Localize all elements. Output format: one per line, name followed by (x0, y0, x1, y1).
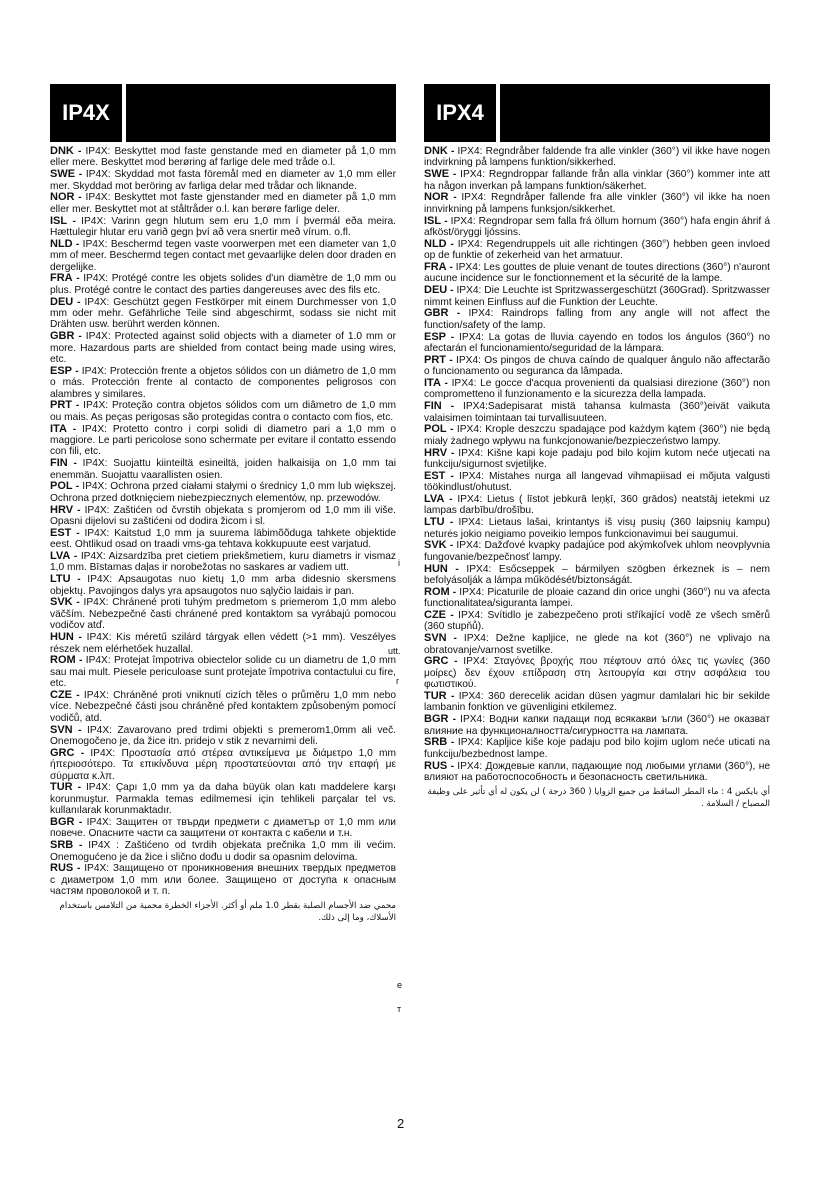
ip4x-header-bar (50, 84, 396, 142)
language-code: BGR (424, 713, 449, 726)
language-entry: ISL - IPX4: Regndropar sem falla frá öllum hornum (360°) hafa engin áhrif á afköst/öryggi ljóssins. (424, 214, 770, 239)
language-entry: EST - IPX4: Mistahes nurga all langevad vihmapiisad ei mõjuta valgusti töökindlust/ohutust. (424, 469, 770, 494)
language-entry: SWE - IPX4: Regndroppar fallande från alla vinklar (360°) kommer inte att ha någon inverkan på lampans funktion/säkerhet. (424, 168, 770, 192)
entry-text: IP4X: Защитен от твърди предмети с диаметър от 1,0 mm или повече. Опасните части са защитени от контакта с кабели и т.н. (50, 816, 396, 840)
entry-text: IP4X: Προστασία από στέρεα αντικείμενα με διάμετρο 1,0 mm ήπεριοσότερο. Τα επικίνδυνα μέρη προστατεύονται από την επαφή με σύρματα κ.λπ. (50, 747, 397, 782)
language-code: ESP (424, 330, 447, 343)
language-code: FIN (424, 400, 442, 413)
entry-text: IP4X: Apsaugotas nuo kietų 1,0 mm arba didesnio skersmens objektų. Pavojingos dalys yra apsaugotos nuo sąlyčio laidais ir pan. (50, 574, 396, 597)
entry-text: IP4X: Zaštićen od čvrstih objekata s promjerom od 1,0 mm ili više. Opasni dijelovi su zaštićeni od dodira žicom i sl. (50, 504, 396, 528)
language-entry: LVA - IP4X: Aizsardzība pret cietiem priekšmetiem, kuru diametrs ir vismaz 1,0 mm. Bīstamas daļas ir norobežotas no saskares ar vadiem utt. (50, 550, 396, 574)
entry-text: IP4X: Protección frente a objetos sólidos con un diámetro de 1,0 mm o más. Protección frente al contacto de componentes peligrosos con alambres y similares. (50, 365, 396, 400)
language-code: ITA (424, 377, 441, 390)
ip4x-badge: IP4X (50, 84, 126, 142)
entry-text: IP4X: Proteção contra objetos sólidos com um diâmetro de 1,0 mm ou mais. As peças perigosas são protegidas contra o contacto com fios, etc. (50, 400, 396, 423)
ip4x-entries (50, 146, 396, 898)
language-code: EST (424, 469, 446, 482)
entry-text: IPX4:Sadepisarat mistä tahansa kulmasta (360°)eivät vaikuta valaisimen toimintaan tai turvallisuuteen. (424, 401, 771, 424)
language-entry: GBR - IP4X: Protected against solid objects with a diameter of 1.0 mm or more. Hazardous parts are shielded from contact being made using wires, etc. (50, 330, 396, 366)
entry-text: IPX4: Les gouttes de pluie venant de toutes directions (360°) n'auront aucune incidence sur le fonctionnement et la sécurité de la lampe. (424, 262, 770, 285)
language-code: PRT (424, 353, 446, 366)
entry-text: IP4X: Varinn gegn hlutum sem eru 1,0 mm í þvermál eða meira. Hættulegir hlutar eru varið gegn því að vera snertir með vírum. o.fl. (50, 215, 397, 239)
language-entry: BGR - IPX4: Водни капки падащи под всякакви ъгли (360°) не оказват влияние на функционалността/сигурността на лампата. (424, 713, 770, 737)
language-entry: FRA - IPX4: Les gouttes de pluie venant de toutes directions (360°) n'auront aucune incidence sur le fonctionnement et la sécurité de la lampe. (424, 261, 770, 285)
entry-text: IP4X: Protected against solid objects with a diameter of 1.0 mm or more. Hazardous parts are shielded from contact being made using wires, etc. (50, 331, 396, 366)
stray-char: т (397, 1004, 402, 1014)
language-entry: ITA - IPX4: Le gocce d'acqua provenienti da qualsiasi direzione (360°) non comprometteno il funzionamento e la sicurezza della lampada. (424, 377, 771, 401)
entry-text: IP4X: Chráněné proti vniknutí cizích těles o průměru 1,0 mm nebo více. Nebezpečné části jsou chráněné před kontaktem způsobeným pomocí vodičů, atd. (50, 689, 396, 724)
language-code: HUN (50, 631, 74, 644)
language-code: RUS (50, 862, 74, 875)
language-entry: TUR - IPX4: 360 derecelik acidan düsen yagmur damlalari hic bir sekilde lambanin fonktion ve güvenligini etkilemez. (424, 690, 770, 714)
language-code: SWE (50, 168, 76, 181)
language-entry: GBR - IPX4: Raindrops falling from any angle will not affect the function/safety of the lamp. (424, 307, 770, 331)
language-code: SVK (50, 596, 73, 609)
language-code: HRV (50, 503, 74, 516)
language-code: NLD (50, 237, 73, 250)
language-entry: ROM - IPX4: Picaturile de ploaie cazand din orice unghi (360°) nu va afecta functionalitatea/siguranta lampei. (424, 585, 771, 610)
language-entry: LTU - IPX4: Lietaus lašai, krintantys iš visų pusių (360 laipsnių kampu) neturės jokio neigiamo poveikio lempos funkcionavimui bei saugumui. (424, 516, 770, 540)
ip4x-arabic-text: محمي ضد الأجسام الصلبة بقطر 1.0 ملم أو أكثر. الأجزاء الخطرة محمية من التلامس باستخدام الأسلاك، وما إلى ذلك. (59, 900, 396, 923)
entry-text: IP4X: Kis méretű szilárd tárgyak ellen védett (>1 mm). Veszélyes részek nem elérhetőek huzallal. (50, 632, 396, 655)
entry-text: IP4X: Çapı 1,0 mm ya da daha büyük olan katı maddelere karşı korunmuştur. Parmakla temas edilmemesi için tehlikeli parçalar tel vs. kullanılarak korunmaktadır. (50, 782, 396, 817)
entry-text: IPX4: Esőcseppek – bármilyen szögben érkeznek is – nem befolyásolják a lámpa működését/biztonságát. (424, 563, 770, 587)
stray-char: r (396, 676, 399, 686)
language-entry: DEU - IPX4: Die Leuchte ist Spritzwassergeschützt (360Grad). Spritzwasser nimmt keinen Einfluss auf die Funktion der Leuchte. (424, 284, 770, 308)
language-entry: HUN - IP4X: Kis méretű szilárd tárgyak ellen védett (>1 mm). Veszélyes részek nem elérhetőek huzallal. (50, 631, 396, 655)
language-code: GRC (424, 655, 449, 668)
entry-text: IPX4: 360 derecelik acidan düsen yagmur damlalari hic bir sekilde lambanin fonktion ve güvenligini etkilemez. (424, 691, 770, 714)
language-code: ISL (50, 214, 68, 227)
ipx4-header-bar (424, 84, 770, 142)
ipx4-arabic-text: أي بايكس 4 : ماء المطر الساقط من جميع الزوايا ( 360 درجة ) لن يكون له أي تأثير على وظيفة المصباح / السلامة . (427, 786, 770, 809)
entry-text: IPX4: Lietaus lašai, krintantys iš visų pusių (360 laipsnių kampu) neturės jokio neigiamo poveikio lempos funkcionavimui bei saugumui. (424, 517, 770, 540)
language-code: ESP (50, 364, 73, 377)
entry-text: IP4X: Защищено от проникновения внешних твердых предметов с диаметром 1,0 mm или более. Защищено от доступа к опасным частям проволокой и т. п. (50, 863, 396, 898)
entry-text: IPX4: Дождевые капли, падающие под любыми углами (360°), не влияют на работоспособность и безопасность светильника. (424, 760, 770, 784)
language-code: GBR (50, 330, 75, 343)
language-code: SVN (424, 632, 447, 645)
language-entry: CZE - IP4X: Chráněné proti vniknutí cizích těles o průměru 1,0 mm nebo více. Nebezpečné části jsou chráněné před kontaktem způsobeným pomocí vodičů, atd. (50, 688, 396, 724)
entry-text: IP4X: Ochrona przed ciałami stałymi o średnicy 1,0 mm lub większej. Ochrona przed dotknięciem niebezpiecznych elementów, np. przewodów. (50, 481, 396, 504)
language-code: LVA (424, 493, 445, 506)
entry-text: IP4X: Aizsardzība pret cietiem priekšmetiem, kuru diametrs ir vismaz 1,0 mm. Bīstamas daļas ir norobežotas no saskares ar vadiem utt. (50, 551, 396, 574)
entry-text: IP4X: Protejat împotriva obiectelor solide cu un diametru de 1,0 mm sau mai mult. Piesele periculoase sunt protejate împotriva contactului cu fire, etc. (50, 655, 396, 690)
language-entry: LVA - IPX4: Lietus ( līstot jebkurā leņķī, 360 grādos) neatstāj ietekmi uz lampas darbību/drošību. (424, 493, 770, 517)
language-code: FRA (424, 261, 447, 274)
language-code: NLD (424, 237, 447, 250)
language-entry: HRV - IPX4: Kišne kapi koje padaju pod bilo kojim kutom neće utjecati na funkciju/sigurnost svjetiljke. (424, 446, 770, 471)
language-code: LTU (424, 516, 445, 529)
entry-text: IPX4: Mistahes nurga all langevad vihmapiisad ei mõjuta valgusti töökindlust/ohutust. (424, 470, 770, 494)
entry-text: IP4X: Skyddad mot fasta föremål med en diameter av 1,0 mm eller mer. Skyddad mot beröring av farliga delar med trådar och liknande. (50, 169, 396, 192)
language-entry: BGR - IP4X: Защитен от твърди предмети с диаметър от 1,0 mm или повече. Опасните части са защитени от контакта с кабели и т.н. (50, 815, 396, 840)
language-code: LVA (50, 550, 71, 563)
entry-text: IPX4: Die Leuchte ist Spritzwassergeschützt (360Grad). Spritzwasser nimmt keinen Einfluss auf die Funktion der Leuchte. (424, 285, 770, 308)
language-entry: LTU - IP4X: Apsaugotas nuo kietų 1,0 mm arba didesnio skersmens objektų. Pavojingos dalys yra apsaugotos nuo sąlyčio laidais ir pan. (50, 573, 396, 597)
language-code: LTU (50, 573, 71, 586)
language-code: SRB (50, 839, 74, 852)
language-entry: ESP - IP4X: Protección frente a objetos sólidos con un diámetro de 1,0 mm o más. Protección frente al contacto de componentes peligrosos con alambres y similares. (50, 364, 396, 400)
language-code: DEU (50, 295, 74, 308)
entry-text: IPX4: Krople deszczu spadające pod każdym kątem (360°) nie będą miały żadnego wpływu na funkcjonowanie/bezpieczeństwo lampy. (424, 424, 770, 447)
language-entry: SVN - IP4X: Zavarovano pred trdimi objekti s premerom1,0mm ali več. Onemogočeno je, da žice itn. pridejo v stik z nevarnimi deli. (50, 723, 397, 747)
entry-text: IP4X : Zaštićeno od tvrdih objekata prečnika 1,0 mm ili većim. Onemogućeno je da žice i slično dođu u dodir sa opasnim delovima. (50, 840, 397, 863)
stray-char: i (398, 558, 400, 568)
entry-text: IPX4: Raindrops falling from any angle will not affect the function/safety of the lamp. (424, 308, 770, 331)
language-code: NOR (424, 191, 449, 204)
language-entry: FIN - IP4X: Suojattu kiinteiltä esineiltä, joiden halkaisija on 1,0 mm tai enemmän. Suojattu vaarallisten osien. (50, 457, 396, 481)
language-entry: RUS - IP4X: Защищено от проникновения внешних твердых предметов с диаметром 1,0 mm или более. Защищено от доступа к опасным частям проволокой и т. п. (50, 862, 396, 898)
language-code: HUN (424, 562, 448, 575)
language-code: ITA (50, 422, 67, 435)
language-entry: ISL - IP4X: Varinn gegn hlutum sem eru 1,0 mm í þvermál eða meira. Hættulegir hlutar eru varið gegn því að vera snertir með vírum. o.fl. (50, 214, 397, 239)
entry-text: IPX4: Kišne kapi koje padaju pod bilo kojim kutom neće utjecati na funkciju/sigurnost svjetiljke. (424, 447, 770, 471)
ipx4-column (424, 84, 770, 810)
entry-text: IPX4: Lietus ( līstot jebkurā leņķī, 360 grādos) neatstāj ietekmi uz lampas darbību/drošību. (424, 494, 770, 517)
language-entry: SRB - IP4X : Zaštićeno od tvrdih objekata prečnika 1,0 mm ili većim. Onemogućeno je da žice i slično dođu u dodir sa opasnim delovima. (50, 839, 397, 863)
entry-text: IPX4: Svítidlo je zabezpečeno proti stříkající vodě ze všech směrů (360 stupňů). (424, 610, 770, 633)
language-entry: DEU - IP4X: Geschützt gegen Festkörper mit einem Durchmesser von 1,0 mm oder mehr. Gefährliche Teile sind abgeschirmt, sodass sie nicht mit Drähten usw. berührt werden können. (50, 295, 396, 331)
language-code: FIN (50, 457, 68, 470)
page-number: 2 (397, 1116, 405, 1131)
entry-text: IPX4: La gotas de lluvia cayendo en todos los ángulos (360°) no afectarán el funcionamiento/seguridad de la lámpara. (424, 331, 770, 355)
language-code: RUS (424, 759, 448, 772)
language-code: ROM (424, 585, 450, 598)
language-code: HRV (424, 446, 448, 459)
language-code: DEU (424, 284, 448, 297)
language-entry: DNK - IPX4: Regndråber faldende fra alle vinkler (360°) vil ikke have nogen indvirkning på lampens funktion/sikkerhed. (424, 145, 770, 169)
entry-text: IP4X: Chránené proti tuhým predmetom s priemerom 1,0 mm alebo väčším. Nebezpečné časti chránené pred kontaktom sa vyrábajú pomocou vodičov atď. (50, 597, 396, 632)
language-entry: SWE - IP4X: Skyddad mot fasta föremål med en diameter av 1,0 mm eller mer. Skyddad mot beröring av farliga delar med trådar och liknande. (50, 168, 396, 192)
entry-text: IP4X: Protetto contro i corpi solidi di diametro pari a 1,0 mm o maggiore. Le parti pericolose sono schermate per evitare il contatto essendo con fili, etc. (50, 423, 396, 458)
language-entry: DNK - IP4X: Beskyttet mod faste genstande med en diameter på 1,0 mm eller mere. Beskyttet mod berøring af farlige dele med tråde o.l. (50, 145, 396, 169)
entry-text: IPX4: Regndråper fallende fra alle vinkler (360°) vil ikke ha noen innvirkning på lampens funksjon/sikkerhet. (424, 192, 770, 215)
language-code: ISL (424, 214, 442, 227)
language-entry: PRT - IP4X: Proteção contra objetos sólidos com um diâmetro de 1,0 mm ou mais. As peças perigosas são protegidas contra o contacto com fios, etc. (50, 399, 396, 423)
language-entry: POL - IPX4: Krople deszczu spadające pod każdym kątem (360°) nie będą miały żadnego wpływu na funkcjonowanie/bezpieczeństwo lampy. (424, 423, 770, 447)
language-entry: NOR - IPX4: Regndråper fallende fra alle vinkler (360°) vil ikke ha noen innvirkning på lampens funksjon/sikkerhet. (424, 191, 770, 215)
entry-text: IP4X: Zavarovano pred trdimi objekti s premerom1,0mm ali več. Onemogočeno je, da žice itn. pridejo v stik z nevarnimi deli. (50, 724, 397, 747)
entry-text: IPX4: Dažďové kvapky padajúce pod akýmkoľvek uhlom neovplyvnia fungovanie/bezpečnosť lampy. (424, 540, 770, 563)
language-code: CZE (424, 609, 446, 622)
entry-text: IP4X: Beskyttet mod faste genstande med en diameter på 1,0 mm eller mere. Beskyttet mod berøring af farlige dele med tråde o.l. (50, 146, 396, 169)
language-entry: PRT - IPX4: Os pingos de chuva caíndo de qualquer ângulo não affectarão o funcionamento ou seguranca da lâmpada. (424, 353, 770, 378)
language-entry: ROM - IP4X: Protejat împotriva obiectelor solide cu un diametru de 1,0 mm sau mai mult. Piesele periculoase sunt protejate împotriva contactului cu fire, etc. (50, 654, 396, 690)
language-entry: NLD - IPX4: Regendruppels uit alle richtingen (360°) hebben geen invloed op de funktie of zekerheid van het armatuur. (424, 237, 770, 262)
language-entry: RUS - IPX4: Дождевые капли, падающие под любыми углами (360°), не влияют на работоспособность и безопасность светильника. (424, 759, 770, 784)
language-entry: GRC - IPX4: Σταγόνες βροχής που πέφτουν από όλες τις γωνίες (360 μοίρες) δεν έχουν επίδραση στη λειτουργία και στην ασφάλεια του φωτιστικού. (424, 655, 770, 691)
language-entry: POL - IP4X: Ochrona przed ciałami stałymi o średnicy 1,0 mm lub większej. Ochrona przed dotknięciem niebezpiecznych elementów, np. przewodów. (50, 480, 396, 504)
language-entry: HUN - IPX4: Esőcseppek – bármilyen szögben érkeznek is – nem befolyásolják a lámpa működését/biztonságát. (424, 562, 770, 587)
language-code: EST (50, 526, 72, 539)
language-code: CZE (50, 688, 72, 701)
entry-text: IPX4: Regndropar sem falla frá öllum hornum (360°) hafa engin áhrif á afköst/öryggi ljóssins. (424, 215, 770, 239)
entry-text: IPX4: Σταγόνες βροχής που πέφτουν από όλες τις γωνίες (360 μοίρες) δεν έχουν επίδραση στη λειτουργία και στην ασφάλεια του φωτιστικού. (424, 656, 770, 691)
entry-text: IPX4: Водни капки падащи под всякакви ъгли (360°) не оказват влияние на функционалността/сигурността на лампата. (424, 714, 770, 737)
language-code: DNK (50, 145, 74, 157)
language-code: NOR (50, 191, 75, 204)
language-code: POL (424, 423, 447, 436)
language-code: FRA (50, 272, 73, 285)
language-entry: ESP - IPX4: La gotas de lluvia cayendo en todos los ángulos (360°) no afectarán el funcionamiento/seguridad de la lámpara. (424, 330, 770, 355)
stray-char: utt. (388, 646, 401, 656)
entry-text: IP4X: Geschützt gegen Festkörper mit einem Durchmesser von 1,0 mm oder mehr. Gefährliche Teile sind abgeschirmt, sodass sie nicht mit Drähten usw. berührt werden können. (50, 296, 396, 331)
language-code: GBR (424, 307, 449, 320)
language-code: PRT (50, 399, 72, 412)
language-entry: ITA - IP4X: Protetto contro i corpi solidi di diametro pari a 1,0 mm o maggiore. Le parti pericolose sono schermate per evitare il contatto essendo con fili, etc. (50, 422, 396, 458)
language-code: BGR (50, 815, 75, 828)
stray-char: e (397, 980, 403, 990)
language-code: DNK (424, 145, 448, 157)
language-code: TUR (424, 690, 447, 703)
ipx4-badge: IPX4 (424, 84, 500, 142)
language-entry: NOR - IP4X: Beskyttet mot faste gjenstander med en diameter på 1,0 mm eller mer. Beskyttet mot at ståltråder o.l. kan berøre farlige deler. (50, 191, 396, 215)
entry-text: IPX4: Regndroppar fallande från alla vinklar (360°) kommer inte att ha någon inverkan på lampans funktion/säkerhet. (424, 169, 770, 192)
language-code: TUR (50, 781, 73, 794)
ipx4-entries (424, 146, 770, 784)
entry-text: IPX4: Kapljice kiše koje padaju pod bilo kojim uglom neće uticati na funkciju/bezbednost lampe. (424, 737, 770, 760)
entry-text: IP4X: Kaitstud 1,0 mm ja suurema läbimõõduga tahkete objektide eest. Ohtlikud osad on traadi vms-ga tehtava kokkupuute eest varjatud. (50, 527, 396, 551)
language-code: ROM (50, 654, 76, 667)
language-entry: SRB - IPX4: Kapljice kiše koje padaju pod bilo kojim uglom neće uticati na funkciju/bezbednost lampe. (424, 736, 770, 760)
language-code: SRB (424, 736, 448, 749)
entry-text: IP4X: Beskyttet mot faste gjenstander med en diameter på 1,0 mm eller mer. Beskyttet mot at ståltråder o.l. kan berøre farlige deler. (50, 192, 396, 215)
language-code: SVK (424, 539, 447, 552)
language-entry: FIN - IPX4:Sadepisarat mistä tahansa kulmasta (360°)eivät vaikuta valaisimen toimintaan tai turvallisuuteen. (424, 400, 771, 424)
ip4x-column (50, 84, 396, 924)
language-entry: FRA - IP4X: Protégé contre les objets solides d'un diamètre de 1,0 mm ou plus. Protégé contre le contact des parties dangereuses avec des fils etc. (50, 272, 396, 296)
language-entry: SVN - IPX4: Dežne kapljice, ne glede na kot (360°) ne vplivajo na obratovanje/varnost svetilke. (424, 632, 770, 656)
language-entry: HRV - IP4X: Zaštićen od čvrstih objekata s promjerom od 1,0 mm ili više. Opasni dijelovi su zaštićeni od dodira žicom i sl. (50, 503, 396, 528)
language-entry: NLD - IP4X: Beschermd tegen vaste voorwerpen met een diameter van 1,0 mm of meer. Beschermd tegen contact met gevaarlijke delen door draden en dergelijke. (50, 237, 396, 273)
language-code: SVN (50, 723, 73, 736)
entry-text: IPX4: Dežne kapljice, ne glede na kot (360°) ne vplivajo na obratovanje/varnost svetilke. (424, 633, 770, 656)
entry-text: IPX4: Os pingos de chuva caíndo de qualquer ângulo não affectarão o funcionamento ou seguranca da lâmpada. (424, 354, 770, 378)
language-entry: EST - IP4X: Kaitstud 1,0 mm ja suurema läbimõõduga tahkete objektide eest. Ohtlikud osad on traadi vms-ga tehtava kokkupuute eest varjatud. (50, 526, 396, 551)
entry-text: IP4X: Suojattu kiinteiltä esineiltä, joiden halkaisija on 1,0 mm tai enemmän. Suojattu vaarallisten osien. (50, 458, 396, 481)
entry-text: IPX4: Regendruppels uit alle richtingen (360°) hebben geen invloed op de funktie of zekerheid van het armatuur. (424, 238, 770, 262)
entry-text: IPX4: Regndråber faldende fra alle vinkler (360°) vil ikke have nogen indvirkning på lampens funktion/sikkerhed. (424, 146, 770, 169)
language-entry: CZE - IPX4: Svítidlo je zabezpečeno proti stříkající vodě ze všech směrů (360 stupňů). (424, 609, 770, 633)
entry-text: IP4X: Protégé contre les objets solides d'un diamètre de 1,0 mm ou plus. Protégé contre le contact des parties dangereuses avec des fils etc. (50, 273, 396, 296)
language-code: GRC (50, 746, 75, 759)
language-code: POL (50, 480, 73, 493)
language-code: SWE (424, 168, 450, 181)
entry-text: IPX4: Picaturile de ploaie cazand din orice unghi (360°) nu va afecta functionalitatea/siguranta lampei. (424, 586, 771, 610)
language-entry: SVK - IPX4: Dažďové kvapky padajúce pod akýmkoľvek uhlom neovplyvnia fungovanie/bezpečnosť lampy. (424, 539, 770, 563)
entry-text: IP4X: Beschermd tegen vaste voorwerpen met een diameter van 1,0 mm of meer. Beschermd tegen contact met gevaarlijke delen door draden en dergelijke. (50, 238, 396, 273)
language-entry: GRC - IP4X: Προστασία από στέρεα αντικείμενα με διάμετρο 1,0 mm ήπεριοσότερο. Τα επικίνδυνα μέρη προστατεύονται από την επαφή με σύρματα κ.λπ. (50, 746, 397, 782)
language-entry: SVK - IP4X: Chránené proti tuhým predmetom s priemerom 1,0 mm alebo väčším. Nebezpečné časti chránené pred kontaktom sa vyrábajú pomocou vodičov atď. (50, 596, 396, 632)
language-entry: TUR - IP4X: Çapı 1,0 mm ya da daha büyük olan katı maddelere karşı korunmuştur. Parmakla temas edilmemesi için tehlikeli parçalar tel vs. kullanılarak korunmaktadır. (50, 781, 396, 817)
entry-text: IPX4: Le gocce d'acqua provenienti da qualsiasi direzione (360°) non comprometteno il funzionamento e la sicurezza della lampada. (424, 378, 771, 401)
